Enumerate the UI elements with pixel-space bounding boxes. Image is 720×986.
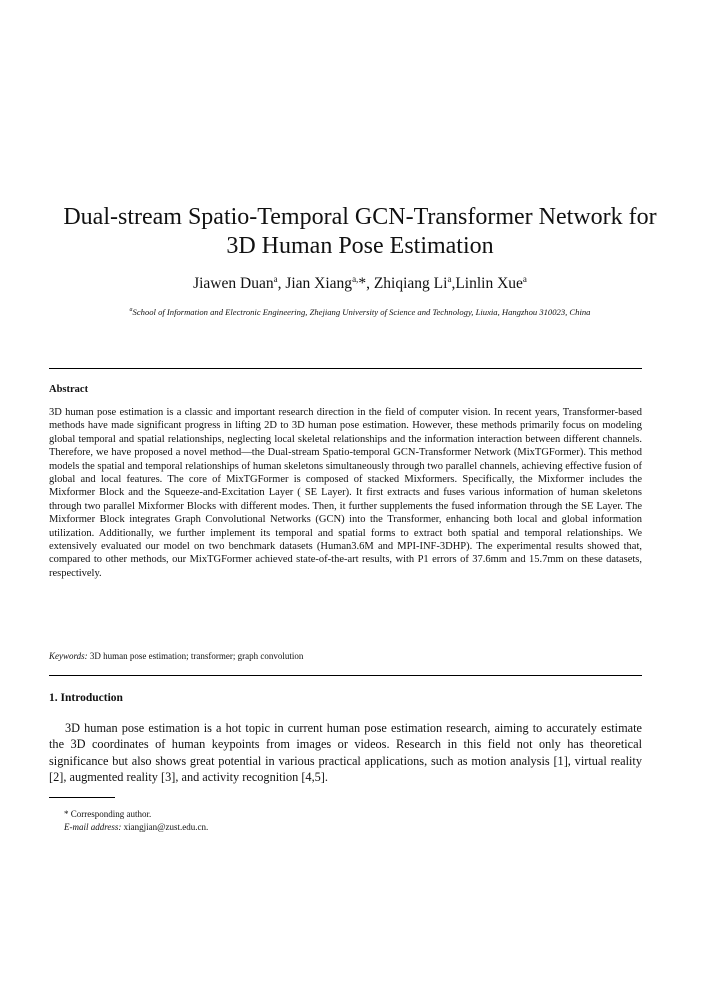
author-separator: , [366,275,374,292]
author-affil-mark: a [273,274,278,284]
title-line-1: Dual-stream Spatio-Temporal GCN-Transformer Network for [63,204,657,230]
paper-title [40,203,680,261]
footnote-email [64,821,208,833]
footnote-corresponding: * Corresponding author. [64,809,152,819]
title-line-2: 3D Human Pose Estimation [226,233,494,259]
section-divider [49,675,642,676]
email-address[interactable]: xiangjian@zust.edu.cn. [123,822,209,832]
author-name: Zhiqiang Li [373,275,448,292]
author-affil-mark: a [522,274,527,284]
author-separator: , [451,275,456,292]
keywords-label: Keywords: [49,651,88,661]
affiliation [40,307,680,317]
section-divider [49,368,642,369]
introduction-text: 3D human pose estimation is a hot topic in current human pose estimation research, aiming to accurately estimate the 3D coordinates of human keypoints from images or videos. Research in this field not only has theoretical significance but also shows great potential in various practical applications, such as motion analysis [1], virtual reality [2], augmented reality [3], and activity recognition [4,5]. [49,721,642,785]
corresponding-author-mark: * [358,275,367,292]
author-name: Linlin Xue [455,275,523,292]
author-affil-mark: a, [352,274,359,284]
footnote-divider [49,797,115,798]
author-affil-mark: a [447,274,452,284]
keywords [49,651,303,661]
abstract-heading: Abstract [49,384,89,395]
affiliation-mark: a [129,307,133,313]
email-label: E-mail address: [64,822,122,832]
keywords-text: 3D human pose estimation; transformer; graph convolution [89,651,304,661]
introduction-heading: 1. Introduction [49,692,123,704]
author-name: Jian Xiang [285,275,353,292]
affiliation-text: School of Information and Electronic Engineering, Zhejiang University of Science and Technology, Liuxia, Hangzhou 310023, China [132,307,591,317]
abstract-text: 3D human pose estimation is a classic and important research direction in the field of computer vision. In recent years, Transformer-based methods have made significant progress in lifting 2D to 3D human pose estimation. However, these methods primarily focus on modeling global temporal and spatial relationships, neglecting local skeletal relationships and the information interaction between different channels. Therefore, we have proposed a novel method—the Dual-stream Spatio-temporal GCN-Transformer Network (MixTGFormer). This method models the spatial and temporal relationships of human skeletons simultaneously through two parallel channels, achieving effective fusion of global and local features. The core of MixTGFormer is composed of stacked Mixformers. Specifically, the Mixformer includes the Mixformer Block and the Squeeze-and-Excitation Layer ( SE Layer). It first extracts and fuses various information of human skeletons through two parallel Mixformer Blocks with different modes. Then, it further supplements the fused information through the SE Layer. The Mixformer Block integrates Graph Convolutional Networks (GCN) into the Transformer, enhancing both local and global information utilization. Additionally, we further implement its temporal and spatial forms to extract both spatial and temporal relationships. We extensively evaluated our model on two benchmark datasets (Human3.6M and MPI-INF-3DHP). The experimental results showed that, compared to other methods, our MixTGFormer achieved state-of-the-art results, with P1 errors of 37.6mm and 15.7mm on these datasets, respectively. [49,407,642,579]
author-separator: , [277,275,286,292]
author-list [40,274,680,294]
author-name: Jiawen Duan [193,275,274,292]
